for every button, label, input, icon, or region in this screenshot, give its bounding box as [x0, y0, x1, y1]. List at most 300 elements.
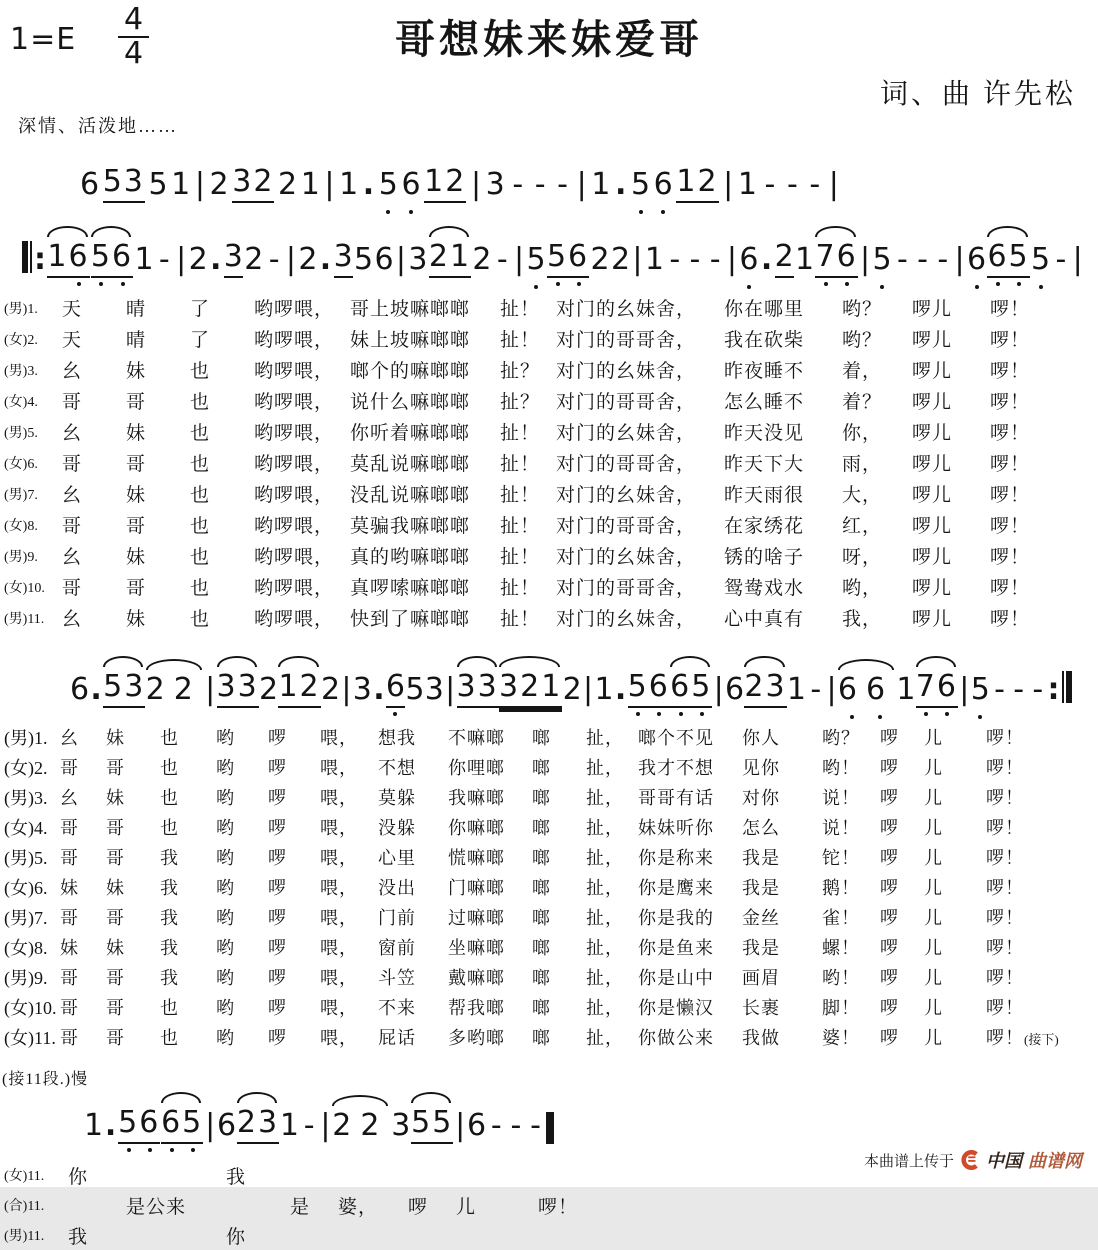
- lyric-cell: 啰！: [986, 878, 1024, 898]
- note-group: 65: [670, 669, 712, 708]
- lyric-cell: 儿: [924, 818, 943, 838]
- note-group: 53: [103, 669, 145, 708]
- site-name-cn: 中国: [986, 1151, 1022, 1171]
- lyric-cell: 画眉: [742, 968, 780, 988]
- lyric-cell: 昨夜睡不: [724, 361, 805, 382]
- verse-label: (男)9.: [4, 549, 38, 565]
- lyric-cell: 哟啰喂，: [254, 516, 335, 537]
- lyrics-table-section1: [4, 292, 1052, 633]
- lyric-cell: 啰！: [990, 454, 1031, 475]
- dash: -: [530, 1108, 541, 1143]
- lyric-cell: 啰: [880, 968, 899, 988]
- sheet-header: [0, 0, 1098, 148]
- note-group: 2: [562, 672, 582, 707]
- note-group: 3: [408, 242, 428, 277]
- lyric-cell: 啷个不见: [638, 728, 714, 748]
- lyric-cell: 扯，: [586, 908, 624, 928]
- lyric-cell: 啷: [532, 818, 551, 838]
- lyric-cell: 啰！: [986, 998, 1024, 1018]
- barline: |: [826, 672, 837, 707]
- lyric-cell: 扯，: [586, 998, 624, 1018]
- lyric-cell: 啰: [408, 1196, 429, 1218]
- barline: |: [285, 242, 296, 277]
- lyric-cell: 你: [68, 1166, 89, 1188]
- lyric-cell: 啰: [268, 1028, 287, 1048]
- note-group: 3: [352, 672, 372, 707]
- note-group: 6: [80, 167, 100, 202]
- verse-label: (女)6.: [4, 456, 38, 472]
- lyric-cell: 扯！: [500, 547, 541, 568]
- lyric-cell: 啰！: [986, 788, 1024, 808]
- lyric-cell: 哥: [60, 968, 79, 988]
- lyric-cell: 哟啰喂，: [254, 578, 335, 599]
- lyric-cell: 喂，: [320, 968, 358, 988]
- barline: |: [954, 242, 965, 277]
- lyric-cell: 啰: [268, 998, 287, 1018]
- repeat-begin: :: [22, 241, 46, 278]
- note-group: 12: [278, 669, 320, 708]
- lyric-cell: 妹: [126, 423, 147, 444]
- lyric-cell: 儿: [924, 998, 943, 1018]
- lyric-cell: 昨天没见: [724, 423, 805, 444]
- lyric-cell: 哟: [216, 878, 235, 898]
- lyric-cell: 哥: [106, 908, 125, 928]
- dash: -: [810, 672, 822, 707]
- lyric-row: [4, 902, 1082, 932]
- lyric-cell: 过嘛啷: [448, 908, 505, 928]
- verse-label: (男)11.: [4, 1229, 45, 1244]
- lyric-cell: 着，: [842, 361, 883, 382]
- lyric-cell: 哟！: [822, 968, 860, 988]
- lyric-cell: 喂，: [320, 788, 358, 808]
- lyric-cell: 啰: [268, 848, 287, 868]
- lyric-cell: 天: [62, 299, 83, 320]
- lyric-cell: [538, 1220, 622, 1250]
- note-group: 3: [391, 1108, 411, 1143]
- lyric-cell: 啰！: [986, 968, 1024, 988]
- verse-label: (女)10.: [4, 580, 45, 596]
- lyric-cell: 哥: [106, 998, 125, 1018]
- verse-label: (男)5.: [4, 425, 38, 441]
- lyric-cell: 也: [160, 1028, 179, 1048]
- dash: -: [937, 242, 949, 277]
- note-group: 1: [896, 672, 916, 707]
- note-group: 2: [472, 242, 492, 277]
- augmentation-dot: .: [760, 242, 773, 277]
- lyric-cell: 哟: [216, 758, 235, 778]
- dash: -: [510, 1108, 522, 1143]
- lyric-cell: 啰儿: [912, 485, 953, 506]
- lyric-cell: 扯，: [586, 968, 624, 988]
- lyric-cell: 啰儿: [912, 330, 953, 351]
- lyric-cell: 怎么: [742, 818, 780, 838]
- lyric-cell: 你是鹰来: [638, 878, 714, 898]
- note-group: 56: [118, 1105, 160, 1144]
- lyric-cell: [408, 1160, 456, 1190]
- music-line-intro: [0, 148, 850, 217]
- lyric-cell: 儿: [924, 848, 943, 868]
- lyric-cell: 莫乱说嘛啷啷: [350, 454, 471, 475]
- note-group: 6: [467, 1108, 487, 1143]
- lyric-cell: [290, 1220, 338, 1250]
- note-group: 23: [744, 669, 786, 708]
- note-group: 1: [795, 242, 815, 277]
- lyric-cell: 扯！: [500, 485, 541, 506]
- lyric-row: [4, 323, 1052, 354]
- lyric-cell: 不来: [378, 998, 416, 1018]
- lyric-cell: 了: [190, 299, 211, 320]
- song-title: 哥想妹来妹爱哥: [395, 18, 703, 62]
- verse-label: (男)5.: [4, 848, 48, 868]
- lyric-cell: 在家绣花: [724, 516, 805, 537]
- lyric-cell: 我，: [842, 609, 883, 630]
- upload-note: 本曲谱上传于: [863, 1153, 954, 1170]
- lyric-cell: 屁话: [378, 1028, 416, 1048]
- note-group: 5: [354, 242, 374, 277]
- barline: |: [194, 167, 205, 202]
- lyric-cell: 啰儿: [912, 299, 953, 320]
- lyric-cell: 你是称来: [638, 848, 714, 868]
- lyric-cell: 扯，: [586, 758, 624, 778]
- verse-label: (男)3.: [4, 363, 38, 379]
- lyric-cell: 心里: [378, 848, 416, 868]
- note-group: 6: [70, 672, 90, 707]
- lyric-cell: 哟？: [842, 299, 883, 320]
- lyric-cell: 也: [190, 423, 211, 444]
- verse-label: (女)4.: [4, 394, 38, 410]
- lyric-cell: 着？: [842, 392, 883, 413]
- lyric-cell: 啰！: [990, 609, 1031, 630]
- lyric-cell: 你是我的: [638, 908, 714, 928]
- lyric-cell: 真啰嗦嘛啷啷: [350, 578, 471, 599]
- lyric-row: [4, 722, 1082, 752]
- lyric-cell: 也: [190, 361, 211, 382]
- lyric-cell: 哟: [216, 788, 235, 808]
- lyric-cell: 哟: [216, 1028, 235, 1048]
- lyric-cell: 你是山中: [638, 968, 714, 988]
- lyric-cell: 啰！: [986, 908, 1024, 928]
- note-group: 2: [209, 167, 229, 202]
- verse-label: (男)7.: [4, 487, 38, 503]
- note-group: 5: [378, 167, 398, 202]
- barline: |: [828, 167, 839, 202]
- lyric-cell: 也: [160, 728, 179, 748]
- note-group: 5: [630, 167, 651, 202]
- augmentation-dot: .: [373, 672, 385, 707]
- lyric-cell: [456, 1220, 538, 1250]
- dash: -: [512, 167, 524, 202]
- lyric-row: [4, 292, 1052, 323]
- lyric-cell: 对门的幺妹舍，: [556, 361, 697, 382]
- lyric-cell: 扯！: [500, 299, 541, 320]
- lyric-cell: 啰！: [990, 485, 1031, 506]
- lyric-cell: 我: [226, 1166, 247, 1188]
- lyric-cell: 幺: [60, 728, 79, 748]
- lyric-cell: 啰: [268, 728, 287, 748]
- lyric-cell: 晴: [126, 330, 147, 351]
- lyric-row: [4, 1022, 1082, 1052]
- note-group: 2: [244, 242, 264, 277]
- lyric-cell: 也: [190, 547, 211, 568]
- augmentation-dot: .: [210, 242, 222, 277]
- lyric-cell: [226, 1190, 290, 1220]
- lyric-cell: 帮我啷: [448, 998, 505, 1018]
- verse-label: (男)7.: [4, 908, 48, 928]
- lyric-cell: 啰: [880, 938, 899, 958]
- lyric-cell: 我在砍柴: [724, 330, 805, 351]
- lyric-cell: 啷: [532, 968, 551, 988]
- lyric-cell: 啷: [532, 998, 551, 1018]
- lyric-cell: 啷个的嘛啷啷: [350, 361, 471, 382]
- lyric-cell: 啰儿: [912, 609, 953, 630]
- lyric-cell: 没乱说嘛啷啷: [350, 485, 471, 506]
- note-group: 1: [84, 1108, 104, 1143]
- lyric-cell: 啷: [532, 878, 551, 898]
- lyric-cell: 铊！: [822, 848, 860, 868]
- dash: -: [786, 167, 798, 202]
- lyric-cell: 啰儿: [912, 516, 953, 537]
- lyric-cell: 啰: [268, 938, 287, 958]
- lyric-cell: 哟: [216, 938, 235, 958]
- lyric-cell: 儿: [924, 758, 943, 778]
- lyric-cell: 啰！(接下): [986, 1028, 1059, 1048]
- augmentation-dot: .: [104, 1108, 117, 1143]
- note-group: 6: [966, 242, 987, 277]
- barline: |: [395, 242, 407, 277]
- lyric-row: [4, 571, 1052, 602]
- note-group: 6: [653, 167, 673, 202]
- verse-label: (男)1.: [4, 728, 48, 748]
- note-group: 2: [298, 242, 318, 277]
- lyric-cell: 我: [160, 968, 179, 988]
- lyric-cell: 了: [190, 330, 211, 351]
- lyric-cell: 鸳鸯戏水: [724, 578, 805, 599]
- note-group: 1: [591, 167, 611, 202]
- note-group: 1: [786, 672, 807, 707]
- lyric-cell: 哥: [126, 578, 147, 599]
- verse-label: (女)4.: [4, 818, 48, 838]
- barline: |: [1072, 242, 1083, 277]
- verse-label: (女)2.: [4, 758, 48, 778]
- lyric-cell: 哥: [106, 758, 125, 778]
- lyric-cell: 啰儿: [912, 392, 953, 413]
- augmentation-dot: .: [90, 672, 102, 707]
- dash: -: [1013, 672, 1025, 707]
- barline: |: [445, 672, 456, 707]
- dash: -: [490, 1108, 502, 1143]
- lyric-cell: [68, 1190, 126, 1220]
- verse-label: (男)1.: [4, 301, 38, 317]
- lyric-cell: 喂，: [320, 938, 358, 958]
- lyric-cell: 啰！: [538, 1196, 579, 1218]
- lyric-row: [4, 354, 1052, 385]
- lyric-cell: 哟？: [822, 728, 860, 748]
- lyric-cell: 怎么睡不: [724, 392, 805, 413]
- site-name-rest: 曲谱网: [1028, 1151, 1082, 1171]
- lyric-cell: 妹妹听你: [638, 818, 714, 838]
- dash: -: [994, 672, 1005, 707]
- note-group: 1: [279, 1108, 299, 1143]
- lyric-cell: 妹上坡嘛啷啷: [350, 330, 471, 351]
- barline: |: [726, 242, 737, 277]
- lyric-cell: 窗前: [378, 938, 416, 958]
- lyric-cell: 也: [160, 788, 179, 808]
- barline: |: [860, 242, 871, 277]
- note-group: 2: [278, 167, 298, 202]
- lyric-cell: 真的哟嘛啷啷: [350, 547, 471, 568]
- lyrics-table-section2: [4, 722, 1082, 1052]
- lyric-cell: 说什么嘛啷啷: [350, 392, 471, 413]
- lyric-cell: 扯！: [500, 454, 541, 475]
- lyric-cell: 你是懒汉: [638, 998, 714, 1018]
- note-group: 12: [424, 164, 466, 203]
- lyric-cell: 扯，: [586, 938, 624, 958]
- note-group: 5: [405, 672, 425, 707]
- lyric-cell: 是: [290, 1196, 311, 1218]
- note-group: 6: [374, 242, 394, 277]
- lyric-cell: 哟: [216, 848, 235, 868]
- lyric-cell: 哟: [216, 728, 235, 748]
- lyric-cell: 哥: [60, 818, 79, 838]
- dash: -: [557, 167, 568, 202]
- lyric-cell: 坐嘛啷: [448, 938, 505, 958]
- note-group: 1: [737, 167, 757, 202]
- lyric-cell: 想我: [378, 728, 416, 748]
- verse-label: (男)11.: [4, 611, 45, 627]
- music-line-section2: [0, 653, 1098, 722]
- lyric-cell: 妹: [126, 485, 147, 506]
- lyric-cell: 啰！: [990, 330, 1031, 351]
- lyric-cell: 啷: [532, 758, 551, 778]
- lyric-cell: 我嘛啷: [448, 788, 505, 808]
- dash: -: [917, 242, 928, 277]
- augmentation-dot: .: [362, 167, 375, 202]
- lyric-cell: 幺: [62, 609, 83, 630]
- lyric-cell: 多哟啷: [448, 1028, 505, 1048]
- lyric-row: [4, 1160, 622, 1190]
- lyric-cell: 不嘛啷: [448, 728, 505, 748]
- lyric-cell: 昨天雨很: [724, 485, 805, 506]
- dash: -: [534, 167, 546, 202]
- lyric-cell: 喂，: [320, 818, 358, 838]
- note-group: 1: [171, 167, 191, 202]
- lyric-cell: 扯，: [586, 788, 624, 808]
- time-signature-numerator: 4: [124, 2, 144, 37]
- tempo-marking: 深情、活泼地……: [18, 116, 178, 136]
- dash: -: [496, 242, 508, 277]
- lyric-cell: 慌嘛啷: [448, 848, 505, 868]
- lyric-cell: 儿: [456, 1196, 477, 1218]
- lyric-cell: 斗笠: [378, 968, 416, 988]
- lyric-cell: 对门的哥哥舍，: [556, 392, 697, 413]
- note-group: 1: [339, 167, 359, 202]
- note-group: 6: [216, 1108, 237, 1143]
- note-group: 21: [429, 239, 471, 278]
- lyric-cell: 幺: [62, 547, 83, 568]
- lyric-cell: 哥: [60, 998, 79, 1018]
- lyric-cell: 你在哪里: [724, 299, 805, 320]
- lyric-cell: 我做: [742, 1028, 780, 1048]
- lyric-cell: 也: [190, 578, 211, 599]
- lyric-cell: 啷: [532, 1028, 551, 1048]
- lyric-row: [4, 602, 1052, 633]
- note-group: 56: [91, 239, 133, 278]
- lyric-cell: 儿: [924, 968, 943, 988]
- note-group: 66: [837, 672, 895, 707]
- dash: -: [303, 1108, 315, 1143]
- note-group: 22: [145, 672, 202, 707]
- lyric-cell: 哥: [106, 818, 125, 838]
- lyric-cell: 妹: [106, 788, 125, 808]
- lyric-cell: 儿: [924, 938, 943, 958]
- note-group: 33: [217, 669, 259, 708]
- lyric-cell: 对门的幺妹舍，: [556, 299, 697, 320]
- lyric-cell: 我: [160, 938, 179, 958]
- lyric-cell: 哟啰喂，: [254, 392, 335, 413]
- coda-label: (接11段.)慢: [2, 1071, 89, 1088]
- lyric-cell: 儿: [924, 1028, 943, 1048]
- note-group: 1: [644, 242, 664, 277]
- lyric-cell: 啰儿: [912, 547, 953, 568]
- lyric-cell: 你人: [742, 728, 780, 748]
- lyric-cell: 也: [190, 516, 211, 537]
- lyric-cell: [408, 1220, 456, 1250]
- dash: -: [1032, 672, 1044, 707]
- lyric-cell: 啰儿: [912, 361, 953, 382]
- lyric-cell: 啰！: [986, 728, 1024, 748]
- lyric-cell: 也: [160, 998, 179, 1018]
- lyric-cell: 啰！: [990, 361, 1031, 382]
- lyric-cell: 哥: [126, 516, 147, 537]
- dash: -: [709, 242, 721, 277]
- lyric-cell: [290, 1160, 338, 1190]
- verse-label: (女)11.: [4, 1169, 45, 1184]
- note-group: 2: [610, 242, 631, 277]
- lyric-cell: 啰: [880, 998, 899, 1018]
- barline: |: [514, 242, 525, 277]
- dash: -: [1055, 242, 1067, 277]
- note-group: 76: [815, 239, 857, 278]
- lyric-cell: 大，: [842, 485, 883, 506]
- note-group: 5: [872, 242, 892, 277]
- music-line-coda: [0, 1089, 564, 1158]
- lyric-cell: 对门的哥哥舍，: [556, 454, 697, 475]
- note-group: 2: [259, 672, 279, 707]
- lyric-row: [4, 540, 1052, 571]
- lyric-cell: 哥: [106, 968, 125, 988]
- lyric-cell: 哟啰喂，: [254, 330, 335, 351]
- lyric-cell: 锈的啥子: [724, 547, 805, 568]
- lyric-cell: 哟: [216, 818, 235, 838]
- lyric-cell: 你嘛啷: [448, 818, 505, 838]
- lyric-row: [4, 1220, 622, 1250]
- lyric-cell: 啰！: [990, 516, 1031, 537]
- lyric-cell: 啷: [532, 728, 551, 748]
- lyric-cell: 啰: [268, 878, 287, 898]
- lyric-cell: [338, 1160, 408, 1190]
- lyric-cell: 妹: [126, 609, 147, 630]
- lyric-cell: 莫骗我嘛啷啷: [350, 516, 471, 537]
- lyric-row: [4, 812, 1082, 842]
- lyric-cell: 啰: [268, 908, 287, 928]
- note-group: 5: [1030, 242, 1051, 277]
- lyric-cell: 扯！: [500, 423, 541, 444]
- lyric-cell: 啰！: [990, 299, 1031, 320]
- lyric-row: [4, 447, 1052, 478]
- note-group: 6: [725, 672, 745, 707]
- lyric-row: [4, 1190, 622, 1220]
- note-group: 6: [401, 167, 421, 202]
